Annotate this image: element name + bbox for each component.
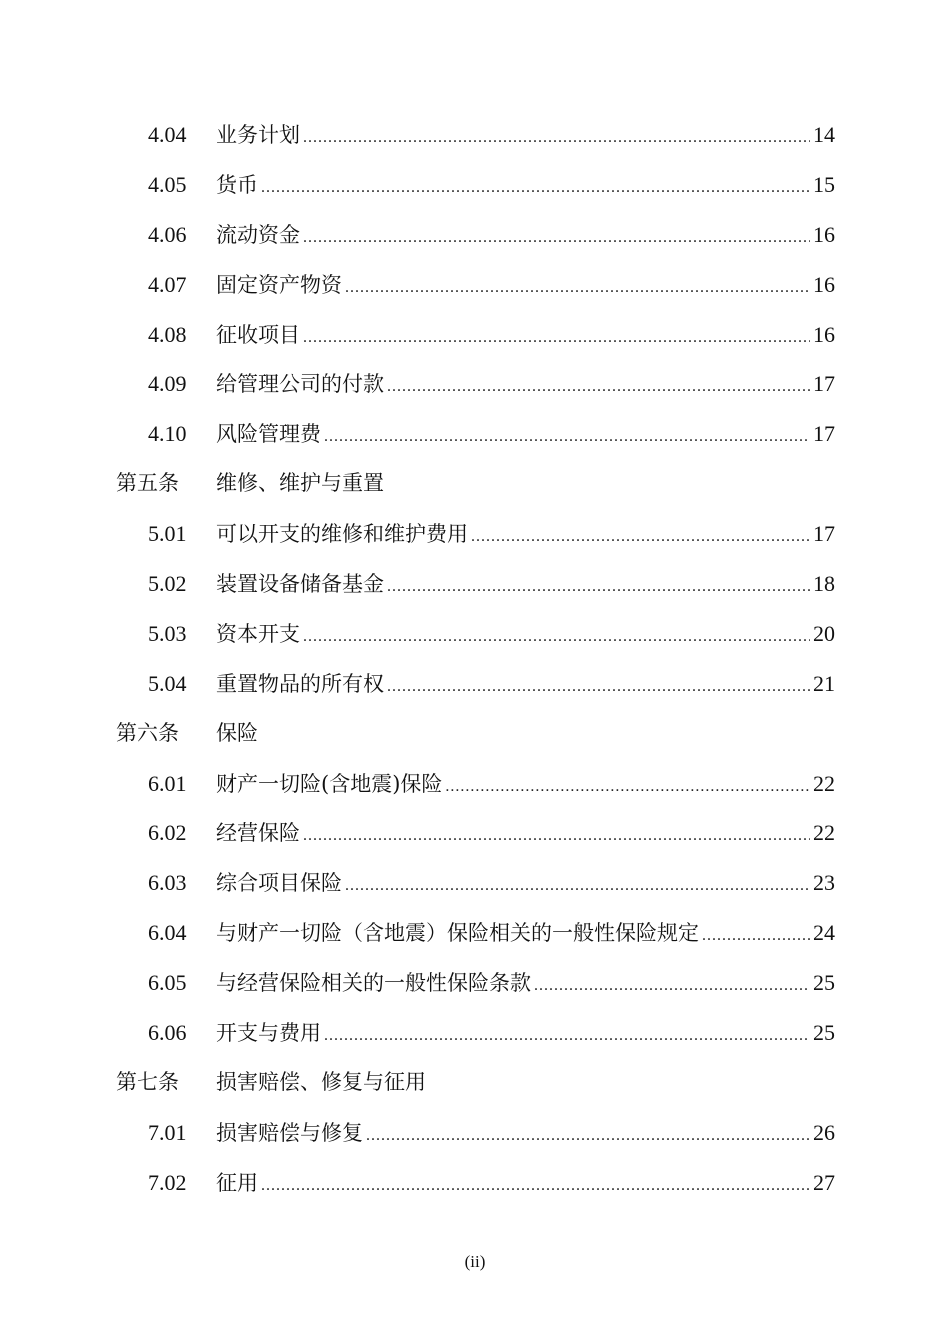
toc-article-number: 第五条 bbox=[116, 471, 179, 496]
toc-entry[interactable] bbox=[0, 409, 950, 459]
toc-entry[interactable] bbox=[0, 1158, 950, 1208]
toc-article-heading[interactable] bbox=[0, 1058, 950, 1108]
toc-leader-dots bbox=[387, 562, 810, 612]
toc-article-title: 维修、维护与重置 bbox=[216, 471, 384, 496]
toc-entry-line bbox=[216, 110, 835, 163]
toc-entry-number: 4.06 bbox=[148, 221, 187, 247]
toc-leader-dots bbox=[324, 412, 810, 462]
toc-entry-page: 14 bbox=[813, 122, 835, 147]
toc-entry-page: 25 bbox=[813, 970, 835, 996]
toc-leader-dots bbox=[303, 612, 810, 662]
toc-entry[interactable] bbox=[0, 609, 950, 659]
toc-entry-number: 6.01 bbox=[148, 770, 187, 796]
toc-entry[interactable] bbox=[0, 160, 950, 210]
toc-entry-line bbox=[216, 958, 835, 1011]
toc-entry[interactable] bbox=[0, 958, 950, 1008]
toc-entry-page: 23 bbox=[813, 870, 835, 896]
toc-leader-dots bbox=[303, 213, 810, 263]
toc-article-heading[interactable] bbox=[0, 709, 950, 759]
table-of-contents bbox=[0, 110, 950, 1208]
toc-entry[interactable] bbox=[0, 110, 950, 160]
toc-leader-dots bbox=[534, 961, 810, 1011]
toc-entry-line bbox=[216, 160, 835, 213]
toc-entry-number: 4.07 bbox=[148, 271, 187, 297]
toc-entry-line bbox=[216, 759, 835, 812]
toc-entry-page: 17 bbox=[813, 521, 835, 547]
toc-entry-number: 4.05 bbox=[148, 171, 187, 197]
toc-leader-dots bbox=[345, 861, 810, 911]
toc-entry-number: 7.02 bbox=[148, 1169, 187, 1195]
toc-entry-page: 24 bbox=[813, 920, 835, 946]
toc-article-heading[interactable] bbox=[0, 459, 950, 509]
toc-entry-title: 装置设备储备基金 bbox=[216, 572, 384, 597]
toc-entry[interactable] bbox=[0, 260, 950, 310]
toc-entry-line bbox=[216, 310, 835, 363]
toc-entry-title: 与财产一切险（含地震）保险相关的一般性保险规定 bbox=[216, 921, 699, 946]
toc-entry-line bbox=[216, 260, 835, 313]
toc-entry-title: 货币 bbox=[216, 172, 258, 197]
toc-entry-number: 6.02 bbox=[148, 820, 187, 846]
toc-entry-number: 4.09 bbox=[148, 371, 187, 397]
toc-entry-page: 17 bbox=[813, 421, 835, 447]
toc-entry-title: 固定资产物资 bbox=[216, 272, 342, 297]
toc-leader-dots bbox=[387, 662, 810, 712]
toc-entry-title: 流动资金 bbox=[216, 222, 300, 247]
toc-entry-title: 可以开支的维修和维护费用 bbox=[216, 522, 468, 547]
toc-entry[interactable] bbox=[0, 908, 950, 958]
toc-entry-line bbox=[216, 359, 835, 412]
toc-entry-title: 资本开支 bbox=[216, 621, 300, 646]
toc-leader-dots bbox=[345, 263, 810, 313]
toc-entry[interactable] bbox=[0, 858, 950, 908]
toc-entry-page: 16 bbox=[813, 271, 835, 297]
toc-entry-number: 5.04 bbox=[148, 670, 187, 696]
toc-entry-page: 22 bbox=[813, 820, 835, 846]
toc-entry-title: 给管理公司的付款 bbox=[216, 372, 384, 397]
toc-entry-number: 6.04 bbox=[148, 920, 187, 946]
toc-entry-line bbox=[216, 808, 835, 861]
toc-entry-line bbox=[216, 559, 835, 612]
toc-entry[interactable] bbox=[0, 559, 950, 609]
toc-entry-line bbox=[216, 459, 835, 509]
toc-entry-line bbox=[216, 609, 835, 662]
toc-entry-line bbox=[216, 908, 835, 961]
toc-article-title: 损害赔偿、修复与征用 bbox=[216, 1069, 426, 1094]
toc-entry-page: 15 bbox=[813, 171, 835, 197]
toc-entry-page: 22 bbox=[813, 770, 835, 796]
toc-leader-dots bbox=[261, 1161, 810, 1211]
toc-entry-title: 重置物品的所有权 bbox=[216, 671, 384, 696]
toc-leader-dots bbox=[303, 113, 810, 163]
toc-entry-title: 综合项目保险 bbox=[216, 871, 342, 896]
toc-entry[interactable] bbox=[0, 1008, 950, 1058]
toc-entry-number: 6.03 bbox=[148, 870, 187, 896]
toc-entry-page: 20 bbox=[813, 620, 835, 646]
toc-leader-dots bbox=[303, 811, 810, 861]
toc-entry-line bbox=[216, 210, 835, 263]
toc-entry[interactable] bbox=[0, 359, 950, 409]
toc-entry-page: 16 bbox=[813, 221, 835, 247]
toc-entry-title: 财产一切险(含地震)保险 bbox=[216, 771, 443, 796]
toc-entry-line bbox=[216, 1008, 835, 1061]
toc-entry-title: 与经营保险相关的一般性保险条款 bbox=[216, 971, 531, 996]
toc-leader-dots bbox=[324, 1011, 810, 1061]
toc-entry[interactable] bbox=[0, 1108, 950, 1158]
toc-entry-title: 经营保险 bbox=[216, 821, 300, 846]
toc-entry-page: 17 bbox=[813, 371, 835, 397]
toc-entry-number: 4.08 bbox=[148, 321, 187, 347]
toc-leader-dots bbox=[471, 512, 810, 562]
toc-entry[interactable] bbox=[0, 310, 950, 360]
toc-entry-title: 征用 bbox=[216, 1170, 258, 1195]
toc-entry-title: 开支与费用 bbox=[216, 1021, 321, 1046]
toc-entry-number: 4.10 bbox=[148, 421, 187, 447]
toc-entry-line bbox=[216, 1158, 835, 1211]
toc-entry-number: 5.02 bbox=[148, 571, 187, 597]
toc-entry[interactable] bbox=[0, 759, 950, 809]
toc-entry-title: 风险管理费 bbox=[216, 422, 321, 447]
toc-entry-page: 18 bbox=[813, 571, 835, 597]
toc-entry-line bbox=[216, 858, 835, 911]
toc-entry-page: 26 bbox=[813, 1119, 835, 1145]
toc-article-number: 第七条 bbox=[116, 1069, 179, 1094]
page-number-footer: (ii) bbox=[464, 1252, 486, 1271]
toc-entry-page: 25 bbox=[813, 1020, 835, 1046]
toc-entry-line bbox=[216, 709, 835, 759]
toc-entry[interactable] bbox=[0, 210, 950, 260]
toc-entry-page: 16 bbox=[813, 321, 835, 347]
toc-entry-page: 27 bbox=[813, 1169, 835, 1195]
toc-entry-title: 业务计划 bbox=[216, 123, 300, 147]
toc-entry-page: 21 bbox=[813, 670, 835, 696]
toc-entry-number: 7.01 bbox=[148, 1119, 187, 1145]
toc-entry-number: 4.04 bbox=[148, 122, 187, 147]
toc-leader-dots bbox=[303, 313, 810, 363]
toc-leader-dots bbox=[366, 1111, 810, 1161]
toc-article-number: 第六条 bbox=[116, 720, 179, 745]
toc-entry-number: 6.05 bbox=[148, 970, 187, 996]
toc-entry-number: 5.01 bbox=[148, 521, 187, 547]
toc-entry[interactable] bbox=[0, 659, 950, 709]
toc-entry-line bbox=[216, 1058, 835, 1108]
toc-leader-dots bbox=[702, 911, 810, 961]
toc-entry[interactable] bbox=[0, 808, 950, 858]
toc-entry-number: 6.06 bbox=[148, 1020, 187, 1046]
toc-entry-line bbox=[216, 1108, 835, 1161]
toc-entry-title: 损害赔偿与修复 bbox=[216, 1120, 363, 1145]
toc-leader-dots bbox=[387, 362, 810, 412]
toc-entry-line bbox=[216, 409, 835, 462]
toc-entry-number: 5.03 bbox=[148, 620, 187, 646]
toc-entry[interactable] bbox=[0, 509, 950, 559]
toc-article-title: 保险 bbox=[216, 720, 258, 745]
toc-leader-dots bbox=[445, 762, 810, 812]
toc-entry-line bbox=[216, 659, 835, 712]
toc-entry-line bbox=[216, 509, 835, 562]
toc-leader-dots bbox=[261, 163, 810, 213]
toc-entry-title: 征收项目 bbox=[216, 322, 300, 347]
